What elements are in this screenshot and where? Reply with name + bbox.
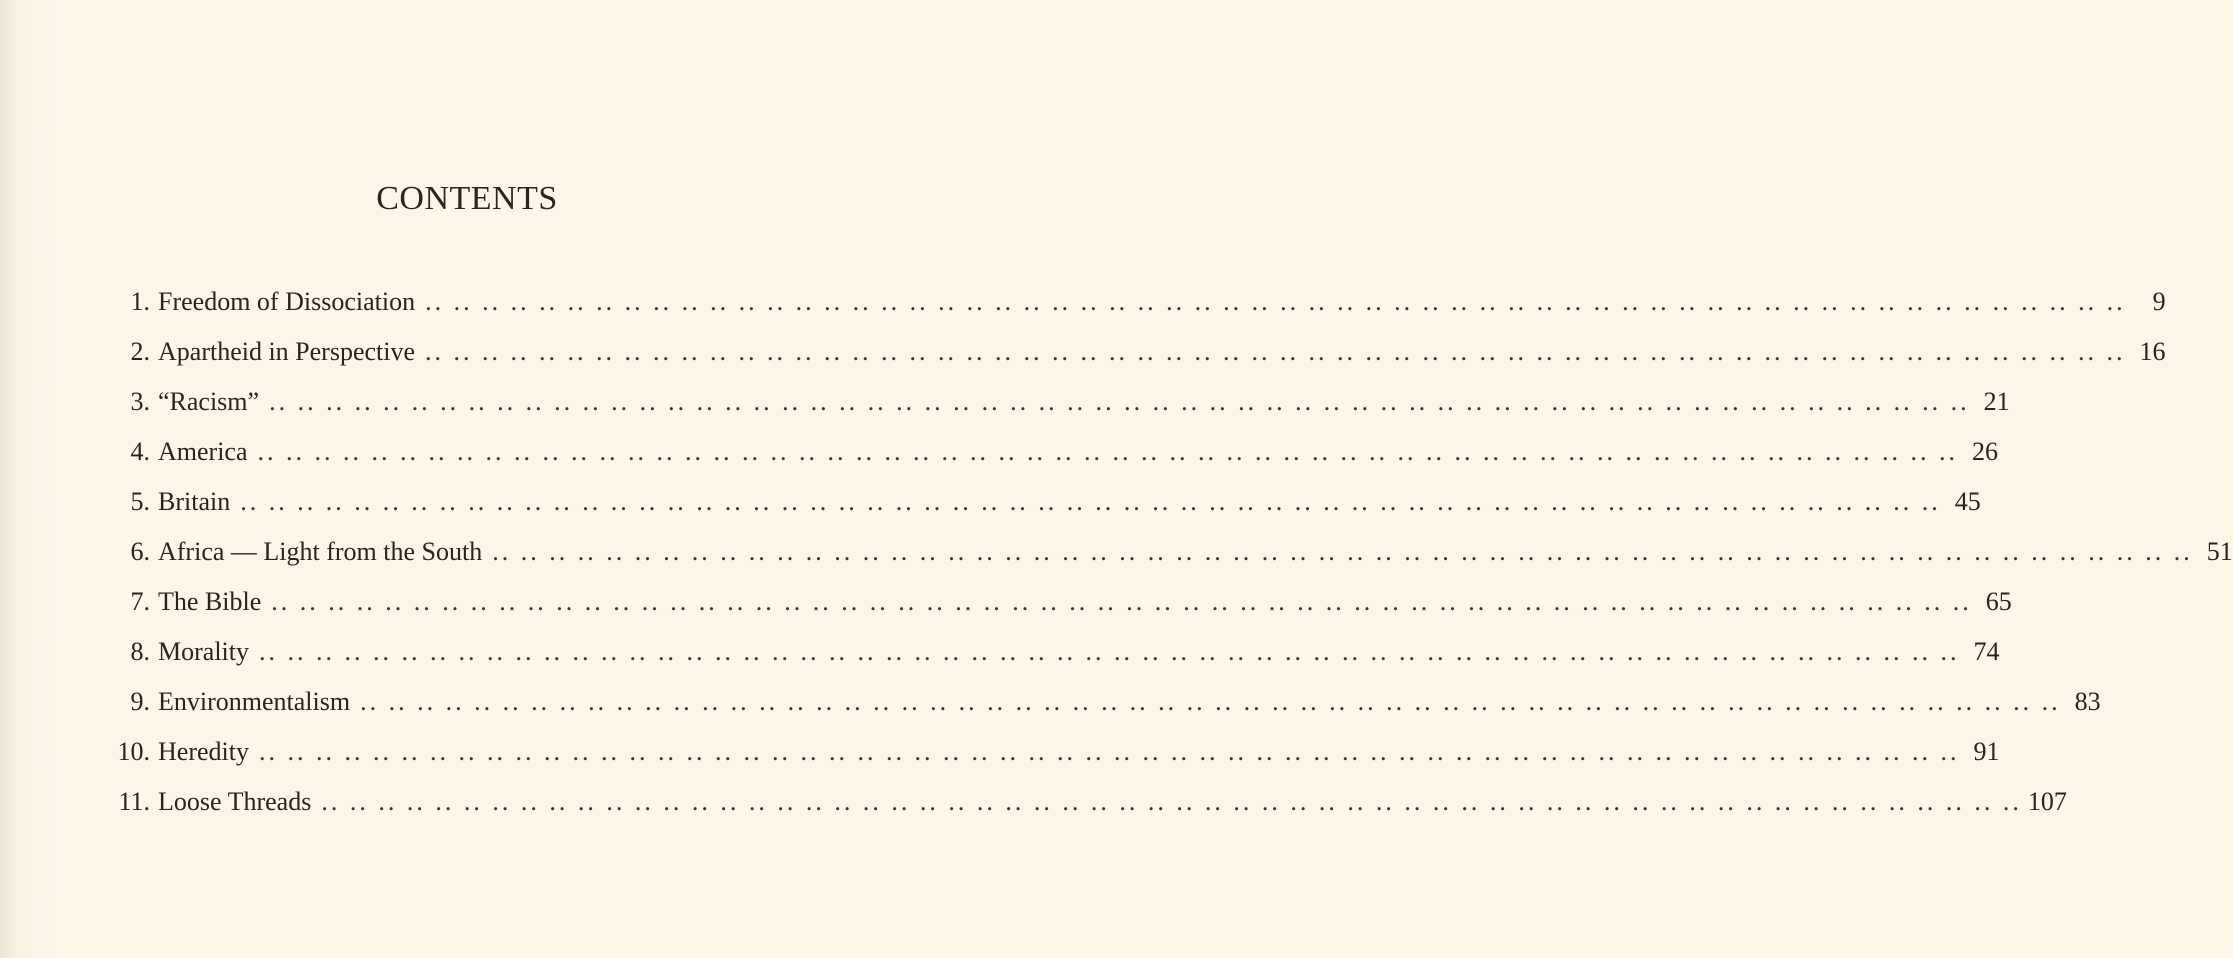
toc-entry (100, 382, 2010, 432)
toc-entry-number: 11. (118, 787, 150, 816)
dot-leader: .. .. .. .. .. .. .. .. .. .. .. .. .. .. .. .. .. .. .. .. .. .. .. .. .. .. .. .. .. .. .. .. .. .. .. .. .. .. .. .. .. .. .. .. .. .. .. .. .. .. .. .. .. .. .. .. .. .. .. .. (425, 287, 2126, 316)
toc-entry (100, 732, 2000, 782)
toc-entry-number: 2. (130, 337, 150, 366)
toc-entry-number: 6. (130, 537, 150, 566)
toc-entry-page: 65 (1985, 587, 2012, 616)
toc-entry-title: “Racism” (158, 387, 260, 416)
toc-entry (100, 532, 2233, 582)
toc-entry-number: 8. (130, 637, 150, 666)
toc-entry-title: Britain (158, 487, 231, 516)
toc-entry-page: 74 (1973, 637, 2000, 666)
table-of-contents (100, 282, 2233, 832)
toc-entry-number: 4. (130, 437, 150, 466)
toc-entry-title: Apartheid in Perspective (158, 337, 416, 366)
toc-entry-title: Morality (158, 637, 249, 666)
toc-entry-title: Loose Threads (158, 787, 312, 816)
toc-entry-page: 45 (1954, 487, 1981, 516)
dot-leader: .. .. .. .. .. .. .. .. .. .. .. .. .. .. .. .. .. .. .. .. .. .. .. .. .. .. .. .. .. .. .. .. .. .. .. .. .. .. .. .. .. .. .. .. .. .. .. .. .. .. .. .. .. .. .. .. .. .. .. .. (269, 387, 1970, 416)
dot-leader: .. .. .. .. .. .. .. .. .. .. .. .. .. .. .. .. .. .. .. .. .. .. .. .. .. .. .. .. .. .. .. .. .. .. .. .. .. .. .. .. .. .. .. .. .. .. .. .. .. .. .. .. .. .. .. .. .. .. .. .. (321, 787, 2022, 816)
dot-leader: .. .. .. .. .. .. .. .. .. .. .. .. .. .. .. .. .. .. .. .. .. .. .. .. .. .. .. .. .. .. .. .. .. .. .. .. .. .. .. .. .. .. .. .. .. .. .. .. .. .. .. .. .. .. .. .. .. .. .. .. (257, 437, 1959, 466)
toc-entry-number: 5. (130, 487, 150, 516)
toc-entry-page: 107 (2027, 787, 2067, 816)
toc-entry (100, 432, 1999, 482)
toc-entry (100, 332, 2166, 382)
toc-entry-number: 10. (117, 737, 150, 766)
toc-entry-page: 21 (1983, 387, 2010, 416)
toc-entry (100, 632, 2000, 682)
toc-entry-page: 83 (2074, 687, 2101, 716)
toc-entry (100, 782, 2067, 832)
toc-entry (100, 582, 2012, 632)
dot-leader: .. .. .. .. .. .. .. .. .. .. .. .. .. .. .. .. .. .. .. .. .. .. .. .. .. .. .. .. .. .. .. .. .. .. .. .. .. .. .. .. .. .. .. .. .. .. .. .. .. .. .. .. .. .. .. .. .. .. .. .. (492, 537, 2193, 566)
dot-leader: .. .. .. .. .. .. .. .. .. .. .. .. .. .. .. .. .. .. .. .. .. .. .. .. .. .. .. .. .. .. .. .. .. .. .. .. .. .. .. .. .. .. .. .. .. .. .. .. .. .. .. .. .. .. .. .. .. .. .. .. (258, 737, 1960, 766)
contents-heading: CONTENTS (376, 180, 558, 217)
dot-leader: .. .. .. .. .. .. .. .. .. .. .. .. .. .. .. .. .. .. .. .. .. .. .. .. .. .. .. .. .. .. .. .. .. .. .. .. .. .. .. .. .. .. .. .. .. .. .. .. .. .. .. .. .. .. .. .. .. .. .. .. (360, 687, 2061, 716)
toc-entry-number: 7. (130, 587, 150, 616)
dot-leader: .. .. .. .. .. .. .. .. .. .. .. .. .. .. .. .. .. .. .. .. .. .. .. .. .. .. .. .. .. .. .. .. .. .. .. .. .. .. .. .. .. .. .. .. .. .. .. .. .. .. .. .. .. .. .. .. .. .. .. .. (240, 487, 1941, 516)
toc-entry-title: The Bible (158, 587, 262, 616)
dot-leader: .. .. .. .. .. .. .. .. .. .. .. .. .. .. .. .. .. .. .. .. .. .. .. .. .. .. .. .. .. .. .. .. .. .. .. .. .. .. .. .. .. .. .. .. .. .. .. .. .. .. .. .. .. .. .. .. .. .. .. .. (259, 637, 1960, 666)
toc-entry (100, 482, 1981, 532)
toc-entry-title: Freedom of Dissociation (158, 287, 416, 316)
toc-entry-page: 16 (2139, 337, 2166, 366)
toc-entry-title: America (158, 437, 248, 466)
toc-entry-page: 91 (1973, 737, 2000, 766)
toc-entry-title: Environmentalism (158, 687, 351, 716)
toc-entry-number: 3. (130, 387, 150, 416)
toc-entry-page: 9 (2152, 287, 2166, 316)
toc-entry-title: Heredity (158, 737, 249, 766)
toc-entry-page: 51 (2206, 537, 2233, 566)
dot-leader: .. .. .. .. .. .. .. .. .. .. .. .. .. .. .. .. .. .. .. .. .. .. .. .. .. .. .. .. .. .. .. .. .. .. .. .. .. .. .. .. .. .. .. .. .. .. .. .. .. .. .. .. .. .. .. .. .. .. .. .. (271, 587, 1972, 616)
toc-entry-page: 26 (1972, 437, 1999, 466)
toc-entry-number: 9. (130, 687, 150, 716)
toc-entry-title: Africa — Light from the South (158, 537, 483, 566)
toc-entry (100, 682, 2101, 732)
toc-entry (100, 282, 2166, 332)
dot-leader: .. .. .. .. .. .. .. .. .. .. .. .. .. .. .. .. .. .. .. .. .. .. .. .. .. .. .. .. .. .. .. .. .. .. .. .. .. .. .. .. .. .. .. .. .. .. .. .. .. .. .. .. .. .. .. .. .. .. .. .. (425, 337, 2126, 366)
toc-entry-number: 1. (130, 287, 150, 316)
